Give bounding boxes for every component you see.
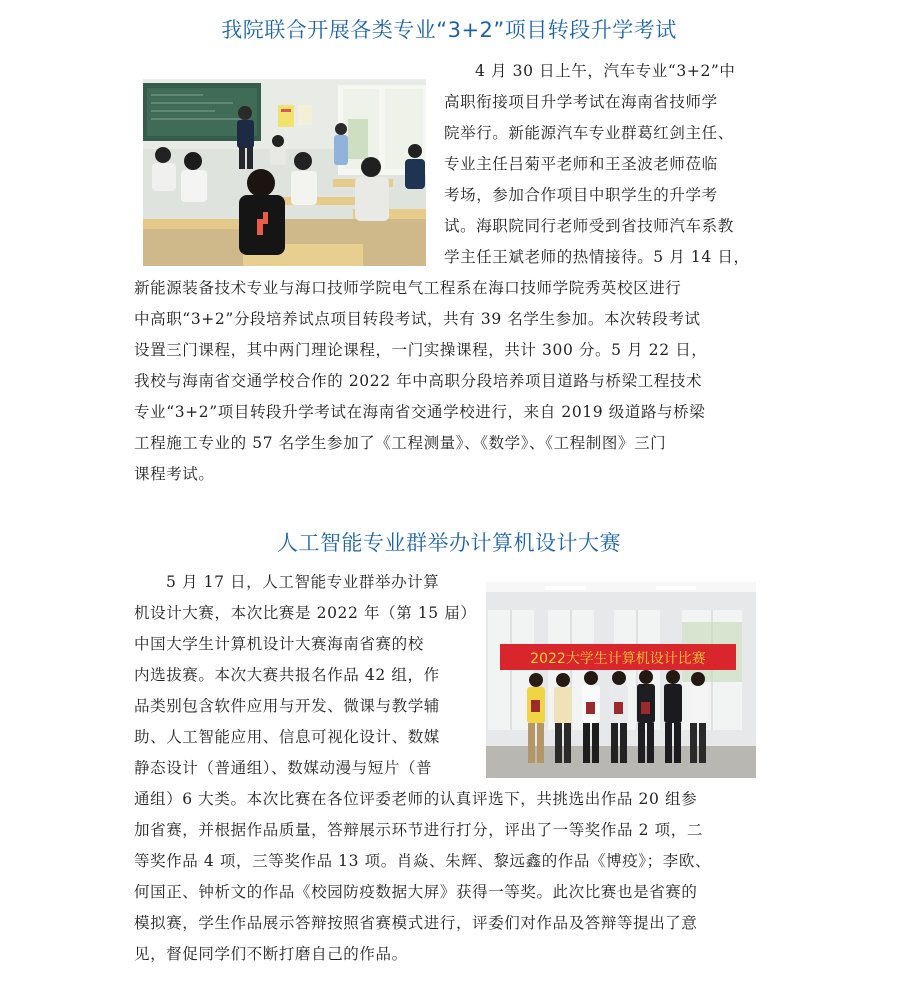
section1-line: 我校与海南省交通学校合作的 2022 年中高职分段培养项目道路与桥梁工程技术 bbox=[134, 372, 703, 390]
section2-line: 中国大学生计算机设计大赛海南省赛的校 bbox=[134, 635, 424, 653]
section2-line: 何国正、钟析文的作品《校园防疫数据大屏》获得一等奖。此次比赛也是省赛的 bbox=[134, 883, 698, 901]
section2-line: 助、人工智能应用、信息可视化设计、数媒 bbox=[134, 728, 440, 746]
section2-line: 5 月 17 日，人工智能专业群举办计算 bbox=[166, 573, 440, 591]
exam-classroom-photo bbox=[143, 79, 426, 266]
section1-line: 试。海职院同行老师受到省技师汽车系教 bbox=[444, 217, 734, 235]
section1-line: 课程考试。 bbox=[134, 465, 215, 483]
section2-line: 机设计大赛，本次比赛是 2022 年（第 15 届） bbox=[134, 604, 477, 622]
section1-line: 学主任王斌老师的热情接待。5 月 14 日， bbox=[444, 248, 750, 266]
section2-line: 品类别包含软件应用与开发、微课与教学辅 bbox=[134, 697, 440, 715]
section2-title: 人工智能专业群举办计算机设计大赛 bbox=[277, 531, 621, 555]
section2-line: 静态设计（普通组）、数媒动漫与短片（普 bbox=[134, 759, 433, 777]
section1-line: 工程施工专业的 57 名学生参加了《工程测量》、《数学》、《工程制图》三门 bbox=[134, 434, 667, 452]
section1-line: 考场，参加合作项目中职学生的升学考 bbox=[444, 186, 718, 204]
section2-line: 通组）6 大类。本次比赛在各位评委老师的认真评选下，共挑选出作品 20 组参 bbox=[134, 790, 698, 808]
section1-title: 我院联合开展各类专业“3+2”项目转段升学考试 bbox=[221, 18, 677, 42]
award-group-photo bbox=[486, 582, 756, 778]
section1-line: 新能源装备技术专业与海口技师学院电气工程系在海口技师学院秀英校区进行 bbox=[134, 279, 682, 297]
section1-line: 院举行。新能源汽车专业群葛红剑主任、 bbox=[444, 124, 734, 142]
section1-line: 中高职“3+2”分段培养试点项目转段考试，共有 39 名学生参加。本次转段考试 bbox=[134, 310, 701, 328]
section1-line: 专业“3+2”项目转段升学考试在海南省交通学校进行，来自 2019 级道路与桥梁 bbox=[134, 403, 706, 421]
banner-text: 2022大学生计算机设计比赛 bbox=[530, 651, 706, 667]
section2-line: 模拟赛，学生作品展示答辩按照省赛模式进行，评委们对作品及答辩等提出了意 bbox=[134, 914, 698, 932]
section2-line: 加省赛，并根据作品质量，答辩展示环节进行打分，评出了一等奖作品 2 项，二 bbox=[134, 821, 703, 839]
section1-line: 高职衔接项目升学考试在海南省技师学 bbox=[444, 93, 718, 111]
section2-line: 等奖作品 4 项，三等奖作品 13 项。肖焱、朱辉、黎远鑫的作品《博疫》；李欧、 bbox=[134, 852, 712, 870]
section2-line: 内选拔赛。本次大赛共报名作品 42 组，作 bbox=[134, 666, 440, 684]
section1-line: 设置三门课程，其中两门理论课程，一门实操课程，共计 300 分。5 月 22 日， bbox=[134, 341, 708, 359]
section1-line: 4 月 30 日上午，汽车专业“3+2”中 bbox=[475, 62, 736, 80]
section1-line: 专业主任吕菊平老师和王圣波老师莅临 bbox=[444, 155, 718, 173]
section2-line: 见，督促同学们不断打磨自己的作品。 bbox=[134, 945, 408, 963]
